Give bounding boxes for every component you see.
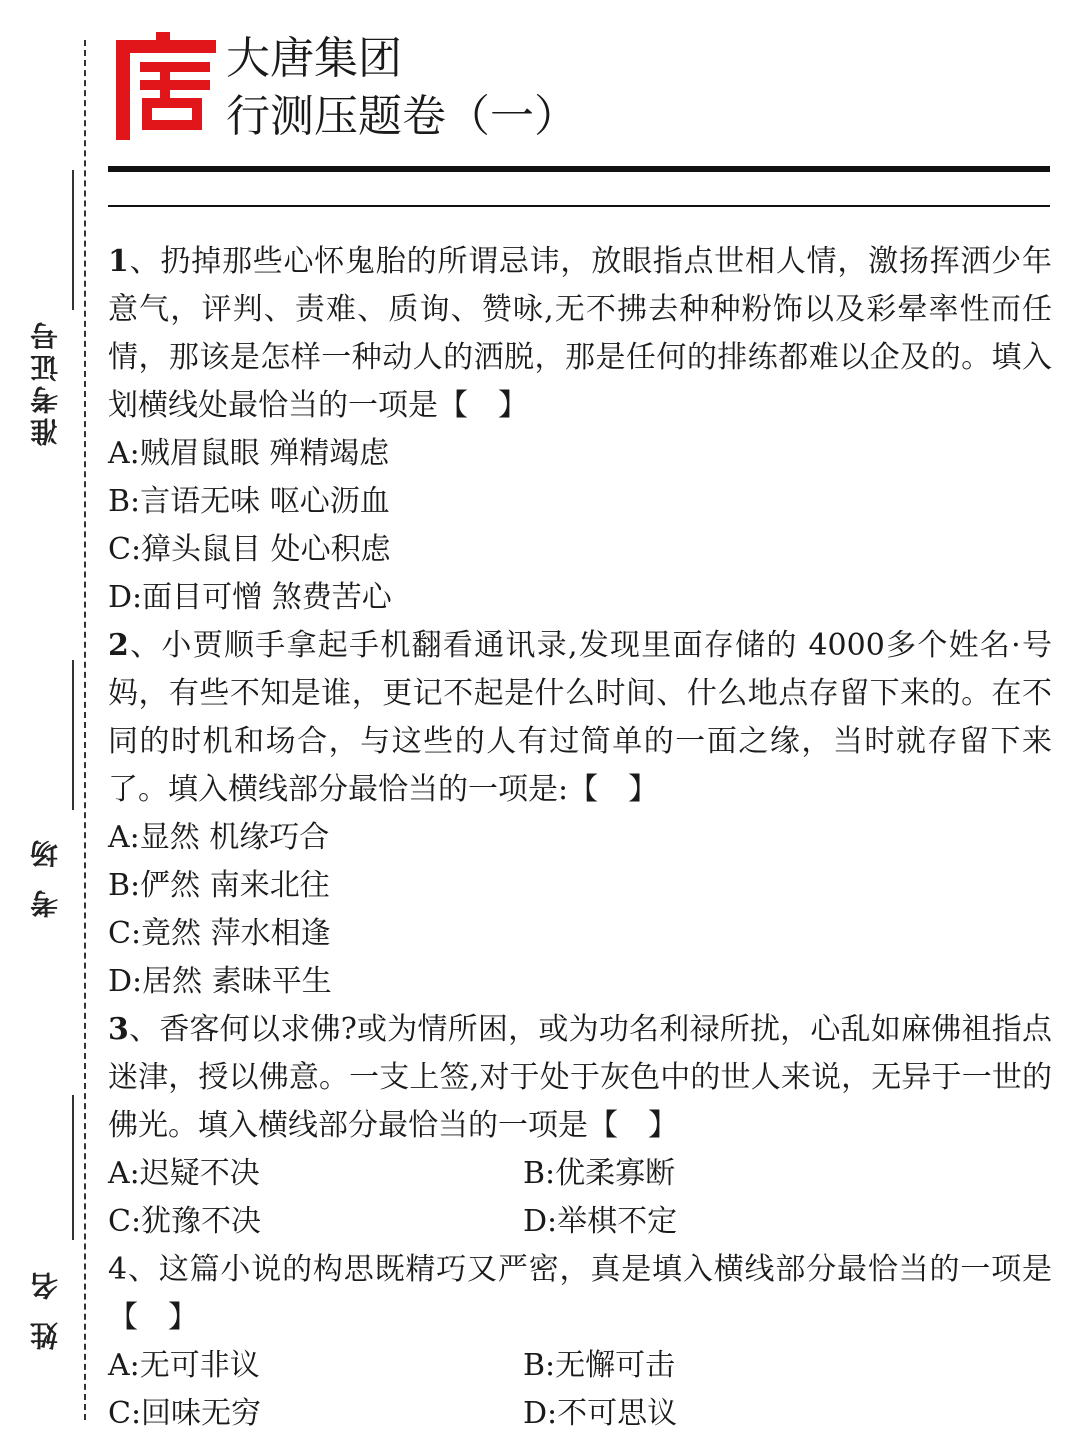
option-c: C:回味无穷 [108,1396,262,1431]
exam-id-label: 准考证号 [29,318,62,446]
question-text: 、香客何以求佛?或为情所困，或为功名利禄所扰，心乱如麻佛祖指点迷津，授以佛意。一支上签,对于处于灰色中的世人来说，无异于一世的佛光。填入横线部分最恰当的一项是【 】 [108,1012,1052,1143]
exam-id-field [22,170,66,480]
header-rule-thick [108,166,1050,172]
questions-area [108,238,1052,1438]
question-number: 1 [108,244,129,279]
exam-id-line [72,170,74,310]
question-4 [108,1246,1052,1342]
title-block [226,30,578,146]
options-row [108,1342,1052,1390]
option-a: A:贼眉鼠眼 殚精竭虑 [108,436,390,471]
cut-line [84,40,86,1420]
option-d: D:面目可憎 煞费苦心 [108,580,392,615]
title-line-1: 大唐集团 [226,33,402,84]
name-label: 姓名 [29,1250,62,1350]
options-row [108,1150,1052,1198]
name-field [22,1095,66,1365]
option-c: C:獐头鼠目 处心积虑 [108,532,391,567]
question-text: 、这篇小说的构思既精巧又严密，真是填入横线部分最恰当的一项是【 】 [108,1252,1052,1335]
options-row [108,1198,1052,1246]
option-b: B:言语无味 呕心沥血 [108,484,390,519]
option-b: B:俨然 南来北往 [108,868,330,903]
option-d: D:举棋不定 [523,1204,678,1239]
options-row [108,1390,1052,1438]
option-a: A:迟疑不决 [108,1156,260,1191]
exam-room-field [22,660,66,920]
option-c: C:犹豫不决 [108,1204,262,1239]
question-2 [108,622,1052,814]
title-line-2: 行测压题卷（一） [226,91,578,142]
question-number: 2 [108,628,129,663]
exam-room-label: 考场 [29,818,62,918]
question-3 [108,1006,1052,1150]
datang-logo-icon [110,32,220,142]
name-line [72,1095,74,1240]
option-c: C:竟然 萍水相逢 [108,916,331,951]
binding-sidebar [0,0,100,1443]
question-text: 、小贾顺手拿起手机翻看通讯录,发现里面存储的 4000多个姓名·号妈，有些不知是谁，更记不起是什么时间、什么地点存留下来的。在不同的时机和场合，与这些的人有过简单的一面之缘，当时就存留下来了。填入横线部分最恰当的一项是:【 】 [108,628,1052,807]
option-a: A:显然 机缘巧合 [108,820,330,855]
exam-room-line [72,660,74,810]
question-1 [108,238,1052,430]
question-text: 、扔掉那些心怀鬼胎的所谓忌讳，放眼指点世相人情，激扬挥洒少年意气，评判、责难、质询、赞咏,无不拂去种种粉饰以及彩晕率性而任情，那该是怎样一种动人的洒脱，那是任何的排练都难以企及的。填入划横线处最恰当的一项是【 】 [108,244,1052,423]
question-number: 3 [108,1012,129,1047]
option-d: D:不可思议 [523,1396,678,1431]
header-rule-thin [108,205,1050,207]
option-b: B:无懈可击 [523,1348,676,1383]
option-a: A:无可非议 [108,1348,260,1383]
option-b: B:优柔寡断 [523,1156,676,1191]
question-number: 4 [108,1252,128,1287]
option-d: D:居然 素昧平生 [108,964,332,999]
